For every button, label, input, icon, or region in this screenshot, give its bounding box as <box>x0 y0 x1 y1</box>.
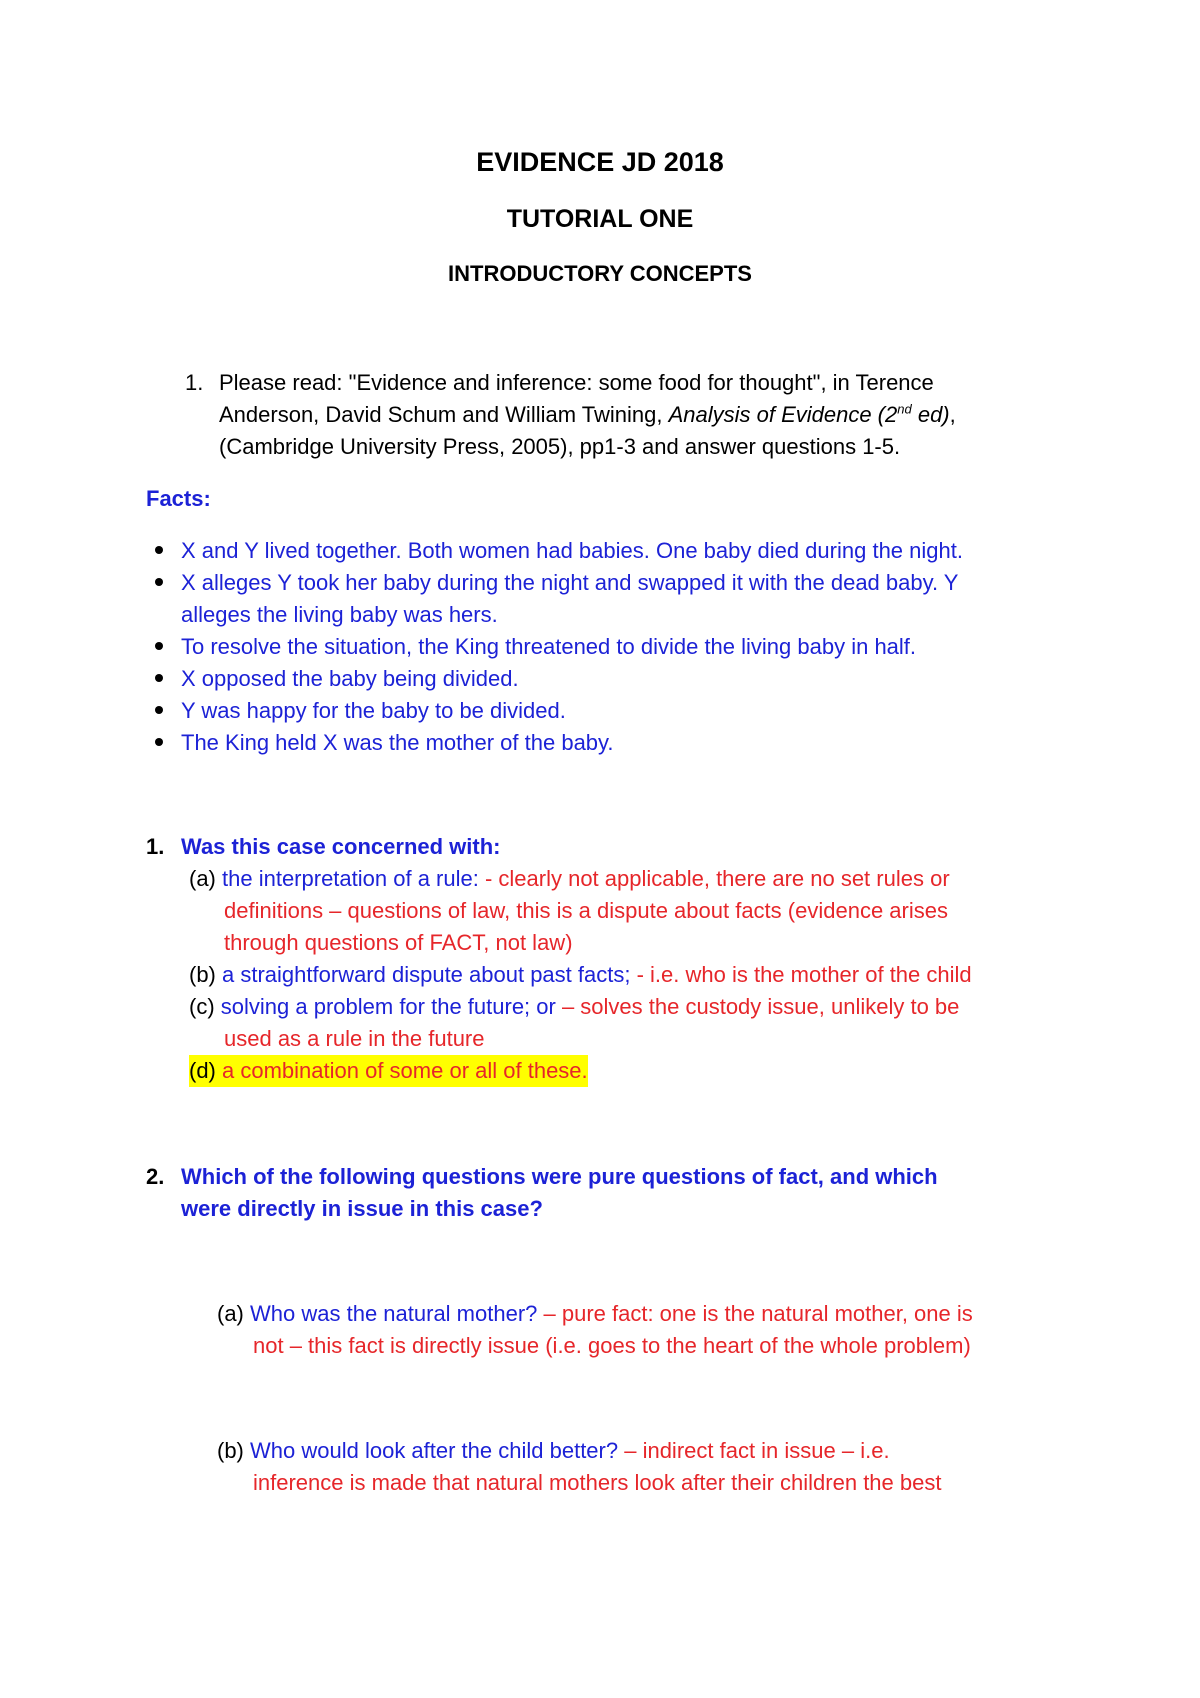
fact-item-2-line-2: alleges the living baby was hers. <box>181 602 498 627</box>
bullet-icon <box>155 706 163 714</box>
q2-a-answer-line-2: not – this fact is directly issue (i.e. goes to the heart of the whole problem) <box>253 1333 971 1358</box>
section-heading: INTRODUCTORY CONCEPTS <box>448 261 752 286</box>
intro-line-2 <box>219 399 956 431</box>
fact-item-3: To resolve the situation, the King threatened to divide the living baby in half. <box>181 634 917 659</box>
q1-b-answer: - i.e. who is the mother of the child <box>630 962 972 987</box>
q1-d-text: a combination of some or all of these. <box>222 1058 588 1083</box>
q1-number: 1. <box>146 834 165 859</box>
bullet-icon <box>155 578 163 586</box>
bullet-icon <box>155 738 163 746</box>
q1-c-text: solving a problem for the future; or <box>220 994 556 1019</box>
q1-a-answer-line-2: definitions – questions of law, this is a dispute about facts (evidence arises <box>224 898 948 923</box>
bullet-icon <box>155 642 163 650</box>
fact-item-6: The King held X was the mother of the baby. <box>181 730 614 755</box>
q1-c-label: (c) <box>189 994 215 1019</box>
q1-option-b <box>189 959 972 991</box>
book-title: Analysis of Evidence (2 <box>668 402 898 427</box>
intro-authors: Anderson, David Schum and William Twining, <box>219 402 669 427</box>
intro-line-1: Please read: "Evidence and inference: some food for thought", in Terence <box>219 370 934 395</box>
q1-option-c <box>189 991 959 1023</box>
q2-b-answer: – indirect fact in issue – i.e. <box>618 1438 890 1463</box>
q1-option-d-highlighted <box>189 1055 588 1087</box>
q2-b-text: Who would look after the child better? <box>250 1438 619 1463</box>
intro-number: 1. <box>185 370 204 395</box>
q1-c-answer-line-2: used as a rule in the future <box>224 1026 485 1051</box>
document-subtitle: TUTORIAL ONE <box>506 205 694 233</box>
q1-a-answer-line-3: through questions of FACT, not law) <box>224 930 573 955</box>
fact-item-5: Y was happy for the baby to be divided. <box>181 698 566 723</box>
q2-number: 2. <box>146 1164 165 1189</box>
book-title-end: ed) <box>911 402 950 427</box>
q1-a-answer: - clearly not applicable, there are no set rules or <box>478 866 950 891</box>
fact-item-4: X opposed the baby being divided. <box>181 666 519 691</box>
q2-question-line-2: were directly in issue in this case? <box>181 1196 543 1221</box>
q1-a-text: the interpretation of a rule: <box>222 866 479 891</box>
q2-a-label: (a) <box>217 1301 244 1326</box>
intro-line-3: (Cambridge University Press, 2005), pp1-3 and answer questions 1-5. <box>219 434 901 459</box>
q1-b-text: a straightforward dispute about past facts; <box>222 962 631 987</box>
q1-a-label: (a) <box>189 866 216 891</box>
q2-option-b <box>217 1435 890 1467</box>
q1-c-answer: – solves the custody issue, unlikely to be <box>555 994 960 1019</box>
q2-b-label: (b) <box>217 1438 244 1463</box>
q1-d-label: (d) <box>189 1058 216 1083</box>
document-title: EVIDENCE JD 2018 <box>476 147 724 177</box>
bullet-icon <box>155 546 163 554</box>
q1-option-a <box>189 863 950 895</box>
q2-option-a <box>217 1298 973 1330</box>
q2-a-answer: – pure fact: one is the natural mother, one is <box>537 1301 973 1326</box>
fact-item-2-line-1: X alleges Y took her baby during the night and swapped it with the dead baby. Y <box>181 570 959 595</box>
q2-question-line-1: Which of the following questions were pure questions of fact, and which <box>181 1164 938 1189</box>
bullet-icon <box>155 674 163 682</box>
q1-question: Was this case concerned with: <box>181 834 501 859</box>
intro-comma: , <box>949 402 956 427</box>
q2-a-text: Who was the natural mother? <box>250 1301 538 1326</box>
q1-b-label: (b) <box>189 962 216 987</box>
fact-item-1: X and Y lived together. Both women had babies. One baby died during the night. <box>181 538 963 563</box>
edition-superscript: nd <box>897 401 912 417</box>
facts-heading: Facts: <box>146 486 211 511</box>
q2-b-answer-line-2: inference is made that natural mothers look after their children the best <box>253 1470 942 1495</box>
